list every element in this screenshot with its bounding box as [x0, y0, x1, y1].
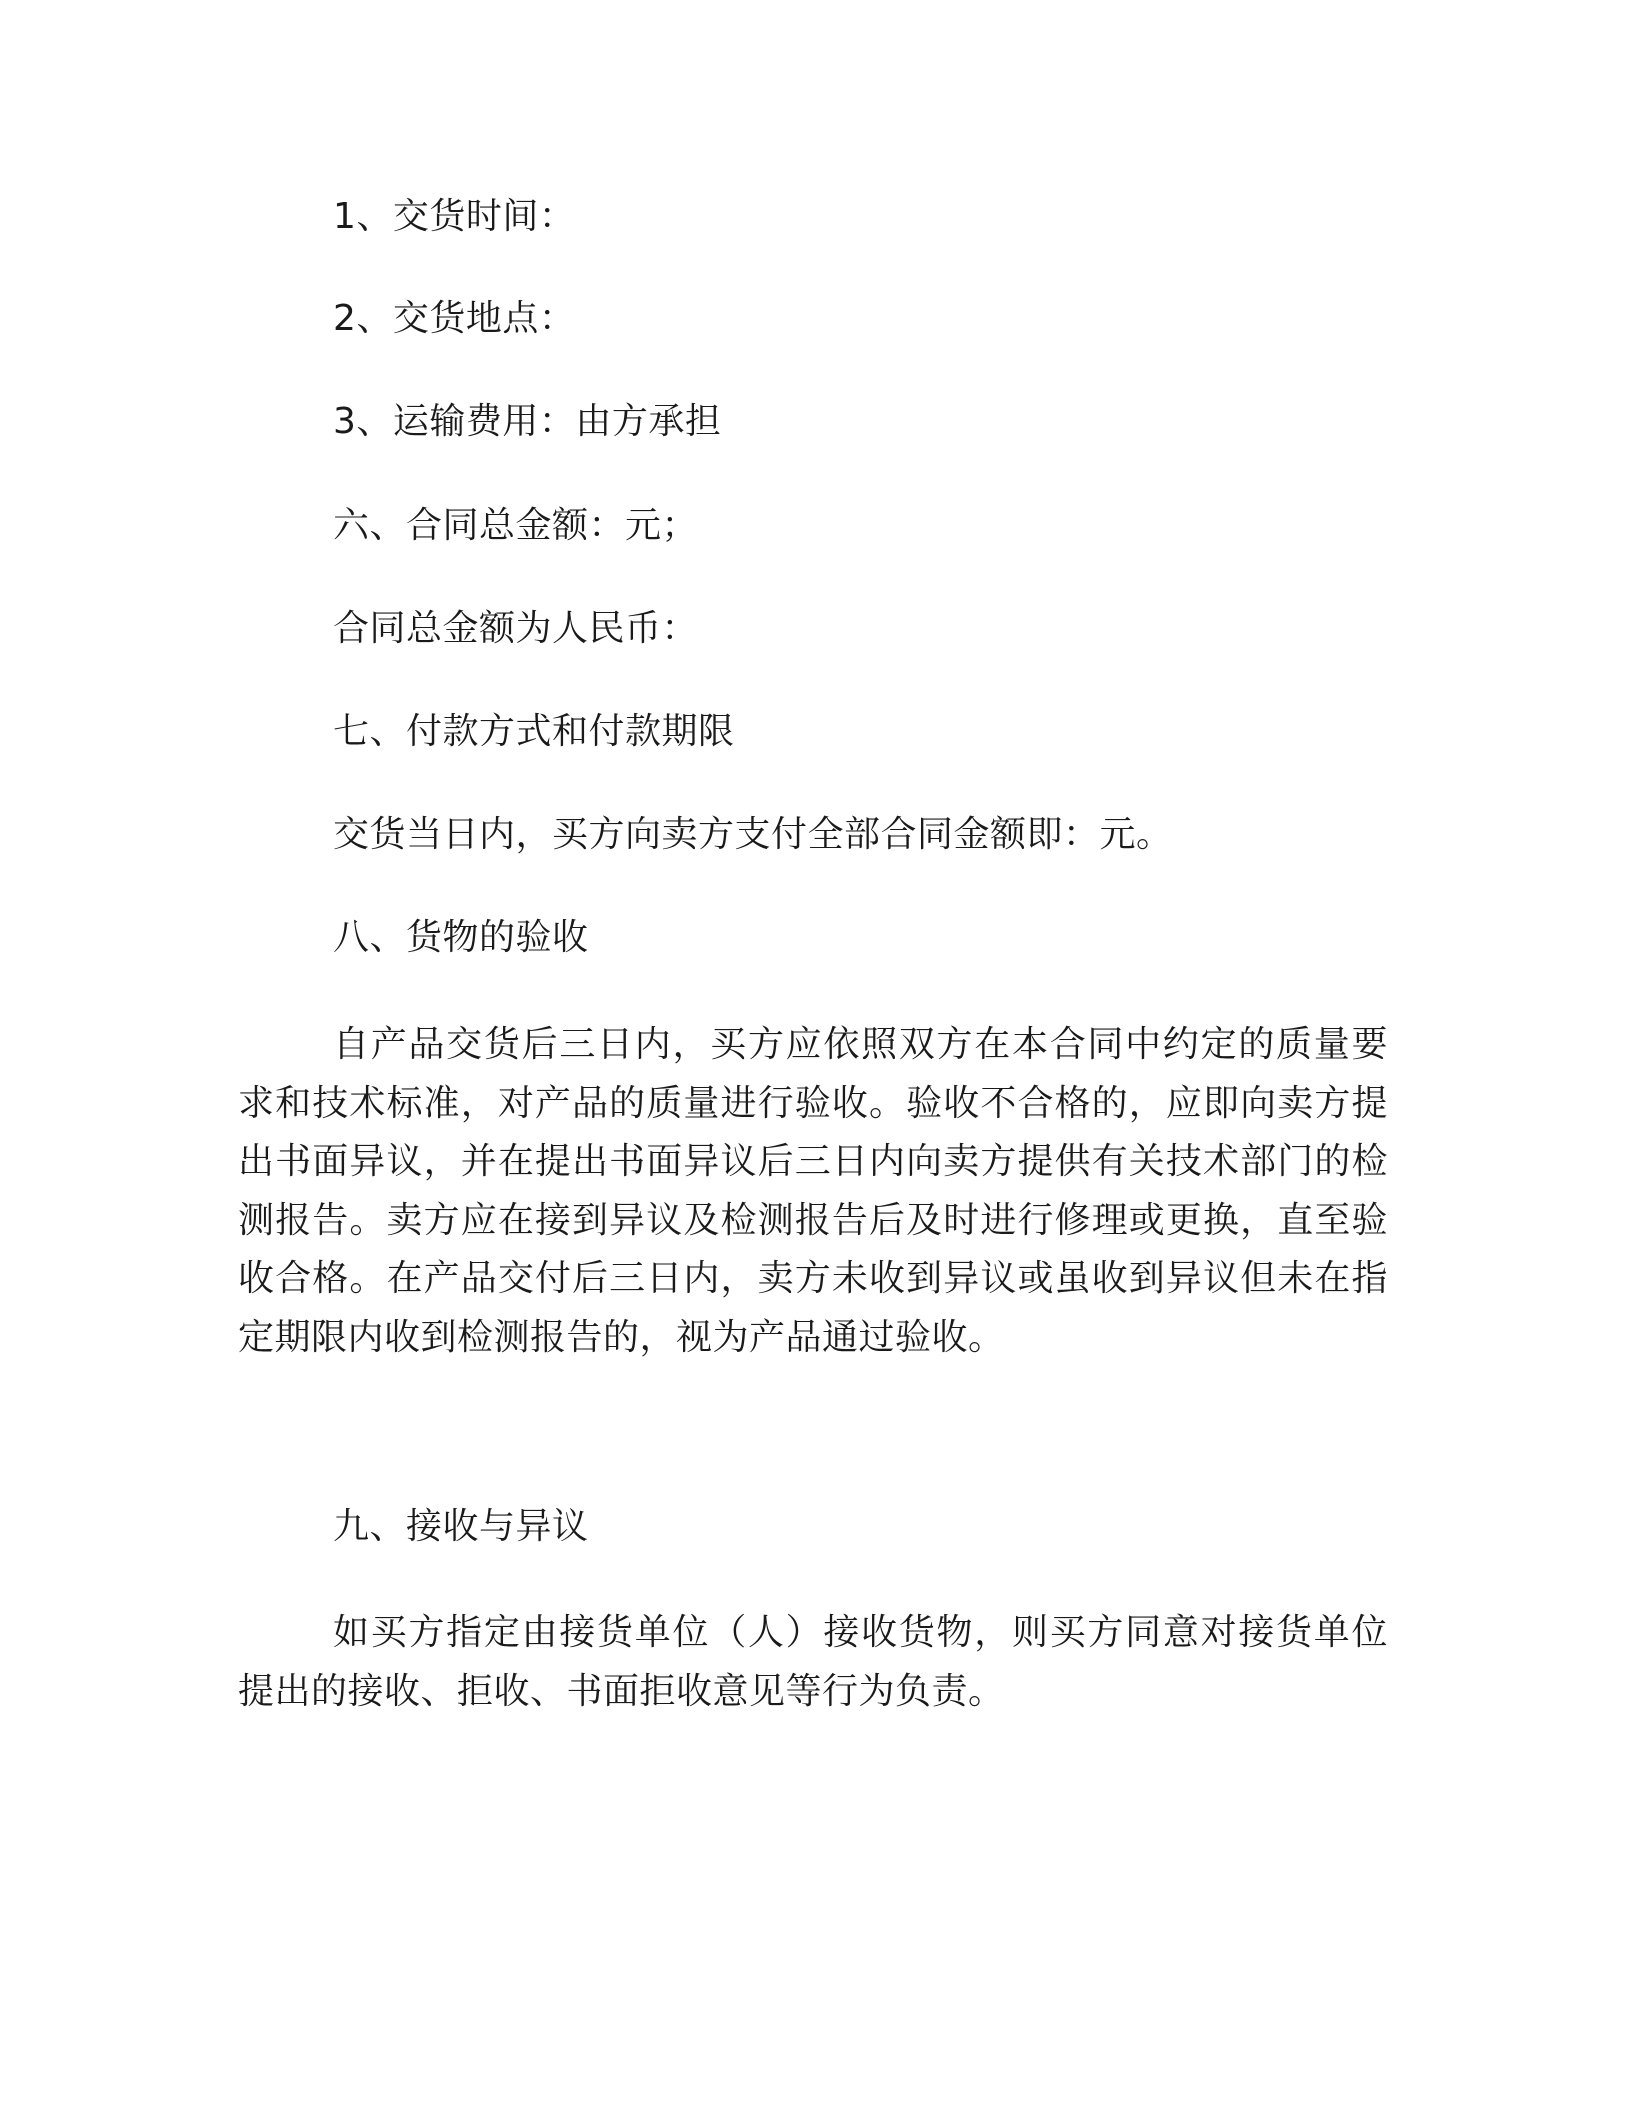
- transport-cost-line: 3、运输费用：由方承担: [333, 401, 722, 442]
- inspection-paragraph: 自产品交货后三日内，买方应依照双方在本合同中约定的质量要求和技术标准，对产品的质量进行验收。验收不合格的，应即向卖方提出书面异议，并在提出书面异议后三日内向卖方提供有关技术部门的检测报告。卖方应在接到异议及检测报告后及时进行修理或更换，直至验收合格。在产品交付后三日内，卖方未收到异议或虽收到异议但未在指定期限内收到检测报告的，视为产品通过验收。: [238, 1024, 1388, 1358]
- section-6-heading: 六、合同总金额：元；: [333, 505, 699, 546]
- section-9-heading: 九、接收与异议: [333, 1506, 589, 1547]
- section-8-heading: 八、货物的验收: [333, 917, 589, 958]
- payment-line: 交货当日内，买方向卖方支付全部合同金额即：元。: [333, 814, 1173, 855]
- receipt-paragraph: 如买方指定由接货单位（人）接收货物，则买方同意对接货单位提出的接收、拒收、书面拒收意见等行为负责。: [238, 1612, 1388, 1712]
- section-7-heading: 七、付款方式和付款期限: [333, 711, 735, 752]
- delivery-place-line: 2、交货地点：: [333, 298, 576, 339]
- delivery-time-line: 1、交货时间：: [333, 196, 576, 237]
- amount-rmb-line: 合同总金额为人民币：: [333, 608, 699, 649]
